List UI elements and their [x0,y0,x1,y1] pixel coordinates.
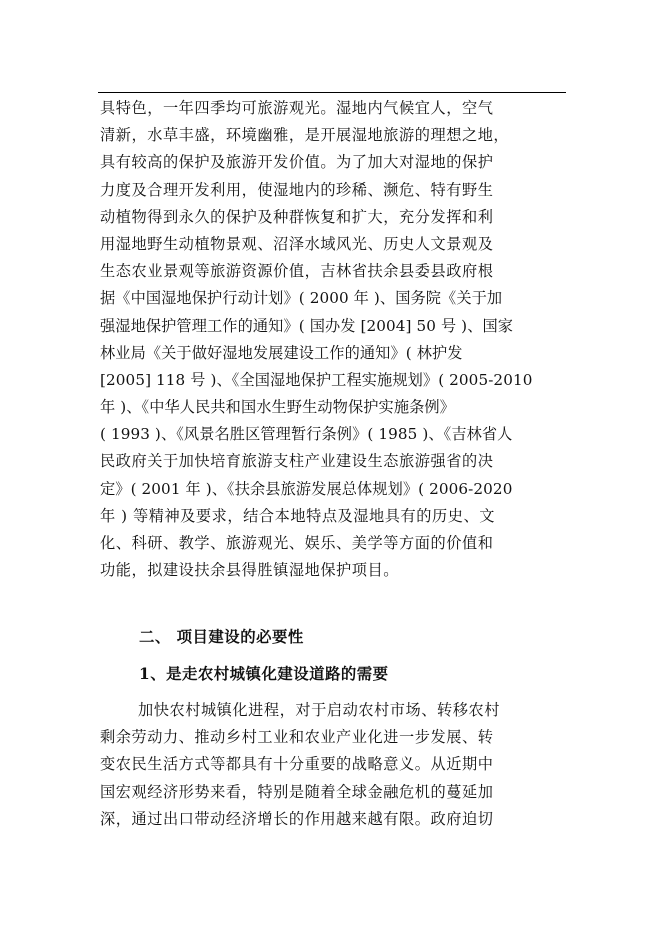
paragraph-line: 动植物得到永久的保护及种群恢复和扩大，充分发挥和利 [100,207,494,226]
paragraph-line: 化、科研、教学、旅游观光、娱乐、美学等方面的价值和 [100,534,494,552]
paragraph-line: 具特色，一年四季均可旅游观光。湿地内气候宜人，空气 [100,99,494,117]
paragraph-line: 定》( 2001 年 )、《扶余县旅游发展总体规划》( 2006-2020 [100,479,513,498]
paragraph-line: 年 ) 等精神及要求，结合本地特点及湿地具有的历史、文 [100,506,495,525]
paragraph-line: 清新，水草丰盛，环境幽雅，是开展湿地旅游的理想之地， [100,126,510,145]
paragraph-line: 功能，拟建设扶余县得胜镇湿地保护项目。 [100,561,400,580]
paragraph-line: 林业局《关于做好湿地发展建设工作的通知》( 林护发 [100,343,463,362]
section-heading: 二、 项目建设的必要性 [139,628,304,646]
paragraph-line: 用湿地野生动植物景观、沼泽水域风光、历史人文景观及 [100,234,494,253]
paragraph-line: 变农民生活方式等都具有十分重要的战略意义。从近期中 [100,755,494,774]
subsection-heading: 1、是走农村城镇化建设道路的需要 [139,665,389,683]
paragraph-line: ( 1993 )、《风景名胜区管理暂行条例》( 1985 )、《吉林省人 [100,425,513,444]
paragraph-line: 强湿地保护管理工作的通知》( 国办发 [2004] 50 号 )、国家 [100,316,514,335]
paragraph-line: 深，通过出口带动经济增长的作用越来越有限。政府迫切 [100,809,494,828]
paragraph-line: 年 )、《中华人民共和国水生野生动物保护实施条例》 [100,398,455,417]
paragraph-line: 具有较高的保护及旅游开发价值。为了加大对湿地的保护 [100,153,494,172]
paragraph-1 [100,95,570,584]
paragraph-2 [100,697,570,833]
paragraph-line: 剩余劳动力、推动乡村工业和农业产业化进一步发展、转 [100,728,494,747]
paragraph-line: 力度及合理开发利用，使湿地内的珍稀、濒危、特有野生 [100,180,494,199]
paragraph-line: 据《中国湿地保护行动计划》( 2000 年 )、国务院《关于加 [100,289,503,308]
paragraph-line: [2005] 118 号 )、《全国湿地保护工程实施规划》( 2005-2010 [100,370,533,389]
paragraph-line: 民政府关于加快培育旅游支柱产业建设生态旅游强省的决 [100,452,494,471]
paragraph-line: 加快农村城镇化进程，对于启动农村市场、转移农村 [138,701,500,719]
paragraph-line: 生态农业景观等旅游资源价值，吉林省扶余县委县政府根 [100,262,494,281]
header-rule [98,92,566,93]
paragraph-line: 国宏观经济形势来看，特别是随着全球金融危机的蔓延加 [100,782,494,801]
